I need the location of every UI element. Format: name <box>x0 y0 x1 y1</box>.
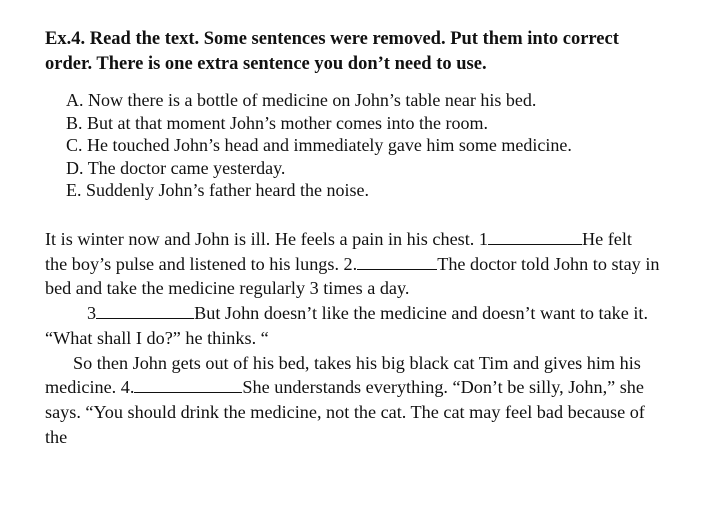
passage-text: But John doesn’t like the medicine and doesn’t want to take it. <box>194 303 649 324</box>
exercise-title-line-2: order. There is one extra sentence you don’t need to use. <box>45 54 487 74</box>
reading-passage <box>45 227 711 449</box>
sentence-options-list <box>66 89 686 202</box>
gap-3-blank[interactable] <box>96 302 194 319</box>
option-text: The doctor came yesterday. <box>87 157 286 178</box>
option-e <box>66 179 686 202</box>
passage-line-9: the <box>45 426 68 447</box>
passage-text: The doctor told John to stay in <box>437 253 660 274</box>
passage-line-3: bed and take the medicine regularly 3 times a day. <box>45 278 410 299</box>
option-d <box>66 157 686 180</box>
passage-line-1 <box>45 227 711 252</box>
gap-4-blank[interactable] <box>134 376 242 393</box>
option-text: Suddenly John’s father heard the noise. <box>86 180 369 200</box>
option-c <box>66 134 686 157</box>
passage-text: the boy’s pulse and listened to his lungs. 2. <box>45 253 358 274</box>
passage-line-2 <box>45 252 711 277</box>
passage-text: She understands everything. “Don’t be silly, John,” she <box>242 377 644 398</box>
option-text: But at that moment John’s mother comes into the room. <box>87 112 488 133</box>
passage-line-4 <box>45 301 711 326</box>
gap-1-blank[interactable] <box>488 228 582 245</box>
option-letter: E. <box>66 180 82 200</box>
passage-text: 3 <box>87 303 97 324</box>
passage-text: medicine. 4. <box>45 377 135 398</box>
option-a <box>66 89 686 112</box>
option-letter: B. <box>66 112 83 133</box>
passage-text: It is winter now and John is ill. He feels a pain in his chest. 1 <box>45 229 488 249</box>
passage-line-7 <box>45 375 711 400</box>
passage-line-5: “What shall I do?” he thinks. “ <box>45 327 269 348</box>
passage-line-8: says. “You should drink the medicine, not the cat. The cat may feel bad because of <box>45 401 645 422</box>
exercise-title-line-1: Ex.4. Read the text. Some sentences were removed. Put them into correct <box>45 29 619 49</box>
option-b <box>66 112 686 135</box>
option-letter: A. <box>66 90 84 110</box>
gap-2-blank[interactable] <box>357 253 437 270</box>
option-text: Now there is a bottle of medicine on John’s table near his bed. <box>88 90 537 110</box>
option-letter: C. <box>66 135 83 155</box>
passage-line-6: So then John gets out of his bed, takes his big black cat Tim and gives him his <box>73 352 641 373</box>
option-letter: D. <box>66 157 84 178</box>
exercise-title <box>45 27 685 77</box>
option-text: He touched John’s head and immediately gave him some medicine. <box>87 135 572 155</box>
passage-text: He felt <box>582 229 632 249</box>
